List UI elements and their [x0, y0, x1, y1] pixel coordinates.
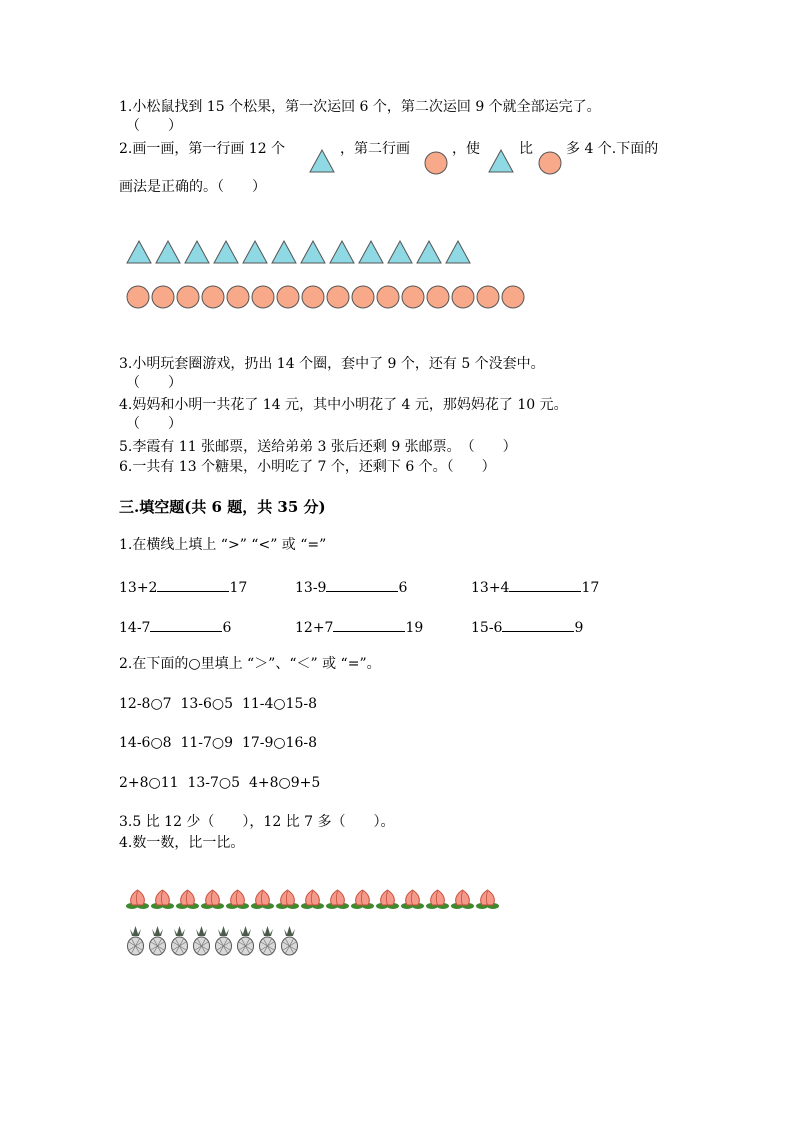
pineapple-icon: [170, 926, 189, 956]
question-2-part-d: 比: [519, 141, 533, 157]
peach-icon: [451, 888, 474, 910]
circle-icon: [201, 285, 225, 309]
triangle-icon: [184, 240, 210, 264]
pineapple-icon: [126, 926, 145, 956]
compare-row-3[interactable]: 2+8○11 13-7○5 4+8○9+5: [119, 775, 321, 791]
answer-blank[interactable]: [509, 577, 581, 592]
triangle-icon: [416, 240, 442, 264]
expr-right: 17: [581, 580, 600, 596]
triangle-icon: [387, 240, 413, 264]
circle-icon: [151, 285, 175, 309]
circle-icon: [401, 285, 425, 309]
fill-question-1: 1.在横线上填上 “>” “<” 或 “=”: [119, 537, 327, 553]
peach-icon: [151, 888, 174, 910]
fill-row-2: [119, 617, 647, 636]
fill-question-4: 4.数一数，比一比。: [119, 835, 245, 851]
circle-icon: [426, 285, 450, 309]
expr-right: 9: [574, 620, 584, 636]
peach-icon: [126, 888, 149, 910]
peach-icon: [351, 888, 374, 910]
circle-icon: [276, 285, 300, 309]
triangle-icon: [213, 240, 239, 264]
answer-blank[interactable]: [150, 617, 222, 632]
question-4: 4.妈妈和小明一共花了 14 元，其中小明花了 4 元，那妈妈花了 10 元。: [119, 397, 568, 413]
peach-icon: [276, 888, 299, 910]
peach-icon: [476, 888, 499, 910]
pineapple-icon: [280, 926, 299, 956]
question-3: 3.小明玩套圈游戏，扔出 14 个圈，套中了 9 个，还有 5 个没套中。: [119, 356, 545, 372]
expr-right: 17: [229, 580, 248, 596]
peach-icon: [301, 888, 324, 910]
circle-icon: [538, 151, 562, 179]
question-1-answer[interactable]: （ ）: [126, 118, 182, 134]
fill-question-3: 3.5 比 12 少（ ），12 比 7 多（ ）。: [119, 814, 395, 830]
triangle-icon: [358, 240, 384, 264]
triangle-icon: [488, 149, 514, 177]
peach-icon: [176, 888, 199, 910]
pineapple-icon: [148, 926, 167, 956]
question-1: 1.小松鼠找到 15 个松果，第一次运回 6 个，第二次运回 9 个就全部运完了。: [119, 99, 601, 115]
circle-icon: [424, 151, 448, 179]
answer-blank[interactable]: [326, 577, 398, 592]
circle-icon: [301, 285, 325, 309]
pineapple-icon: [214, 926, 233, 956]
triangle-icon: [126, 240, 152, 264]
triangle-row: [126, 240, 474, 264]
triangle-icon: [309, 149, 335, 177]
question-6: 6.一共有 13 个糖果，小明吃了 7 个，还剩下 6 个。（ ）: [119, 459, 496, 475]
question-2-part-b: ，第二行画: [340, 141, 410, 157]
question-2-part-c: ，使: [452, 141, 480, 157]
circle-icon: [176, 285, 200, 309]
circle-icon: [501, 285, 525, 309]
circle-icon: [226, 285, 250, 309]
pineapple-row: [126, 926, 302, 956]
triangle-icon: [445, 240, 471, 264]
question-2-part-e: 多 4 个.下面的: [566, 141, 659, 157]
triangle-icon: [155, 240, 181, 264]
expr-right: 19: [405, 620, 424, 636]
fill-row-1: [119, 577, 647, 596]
question-4-answer[interactable]: （ ）: [126, 416, 182, 432]
question-3-answer[interactable]: （ ）: [126, 375, 182, 391]
peach-icon: [426, 888, 449, 910]
answer-blank[interactable]: [157, 577, 229, 592]
peach-icon: [326, 888, 349, 910]
expr-left: 15-6: [471, 620, 503, 636]
circle-icon: [376, 285, 400, 309]
pineapple-icon: [236, 926, 255, 956]
circle-icon: [351, 285, 375, 309]
peach-icon: [226, 888, 249, 910]
question-5: 5.李霞有 11 张邮票，送给弟弟 3 张后还剩 9 张邮票。 （ ）: [119, 439, 517, 455]
circle-icon: [476, 285, 500, 309]
answer-blank[interactable]: [333, 617, 405, 632]
peach-icon: [251, 888, 274, 910]
pineapple-icon: [192, 926, 211, 956]
circle-icon: [251, 285, 275, 309]
peach-icon: [376, 888, 399, 910]
circle-icon: [451, 285, 475, 309]
peach-icon: [201, 888, 224, 910]
triangle-icon: [271, 240, 297, 264]
expr-left: 12+7: [295, 620, 334, 636]
expr-left: 13+2: [119, 580, 158, 596]
peach-row: [126, 888, 501, 910]
circle-row: [126, 285, 526, 309]
expr-left: 13+4: [471, 580, 510, 596]
compare-row-2[interactable]: 14-6○8 11-7○9 17-9○16-8: [119, 735, 318, 751]
fill-question-2: 2.在下面的○里填上 “＞”、“＜” 或 “=”。: [119, 656, 381, 672]
question-2-part-a: 2.画一画，第一行画 12 个: [119, 141, 286, 157]
triangle-icon: [329, 240, 355, 264]
answer-blank[interactable]: [502, 617, 574, 632]
expr-right: 6: [222, 620, 232, 636]
pineapple-icon: [258, 926, 277, 956]
expr-right: 6: [398, 580, 408, 596]
peach-icon: [401, 888, 424, 910]
circle-icon: [326, 285, 350, 309]
section-title: 三.填空题(共 6 题，共 35 分): [119, 498, 326, 516]
expr-left: 13-9: [295, 580, 327, 596]
expr-left: 14-7: [119, 620, 151, 636]
question-2-part-f: 画法是正确的。（ ）: [119, 179, 266, 195]
triangle-icon: [242, 240, 268, 264]
triangle-icon: [300, 240, 326, 264]
compare-row-1[interactable]: 12-8○7 13-6○5 11-4○15-8: [119, 696, 318, 712]
circle-icon: [126, 285, 150, 309]
